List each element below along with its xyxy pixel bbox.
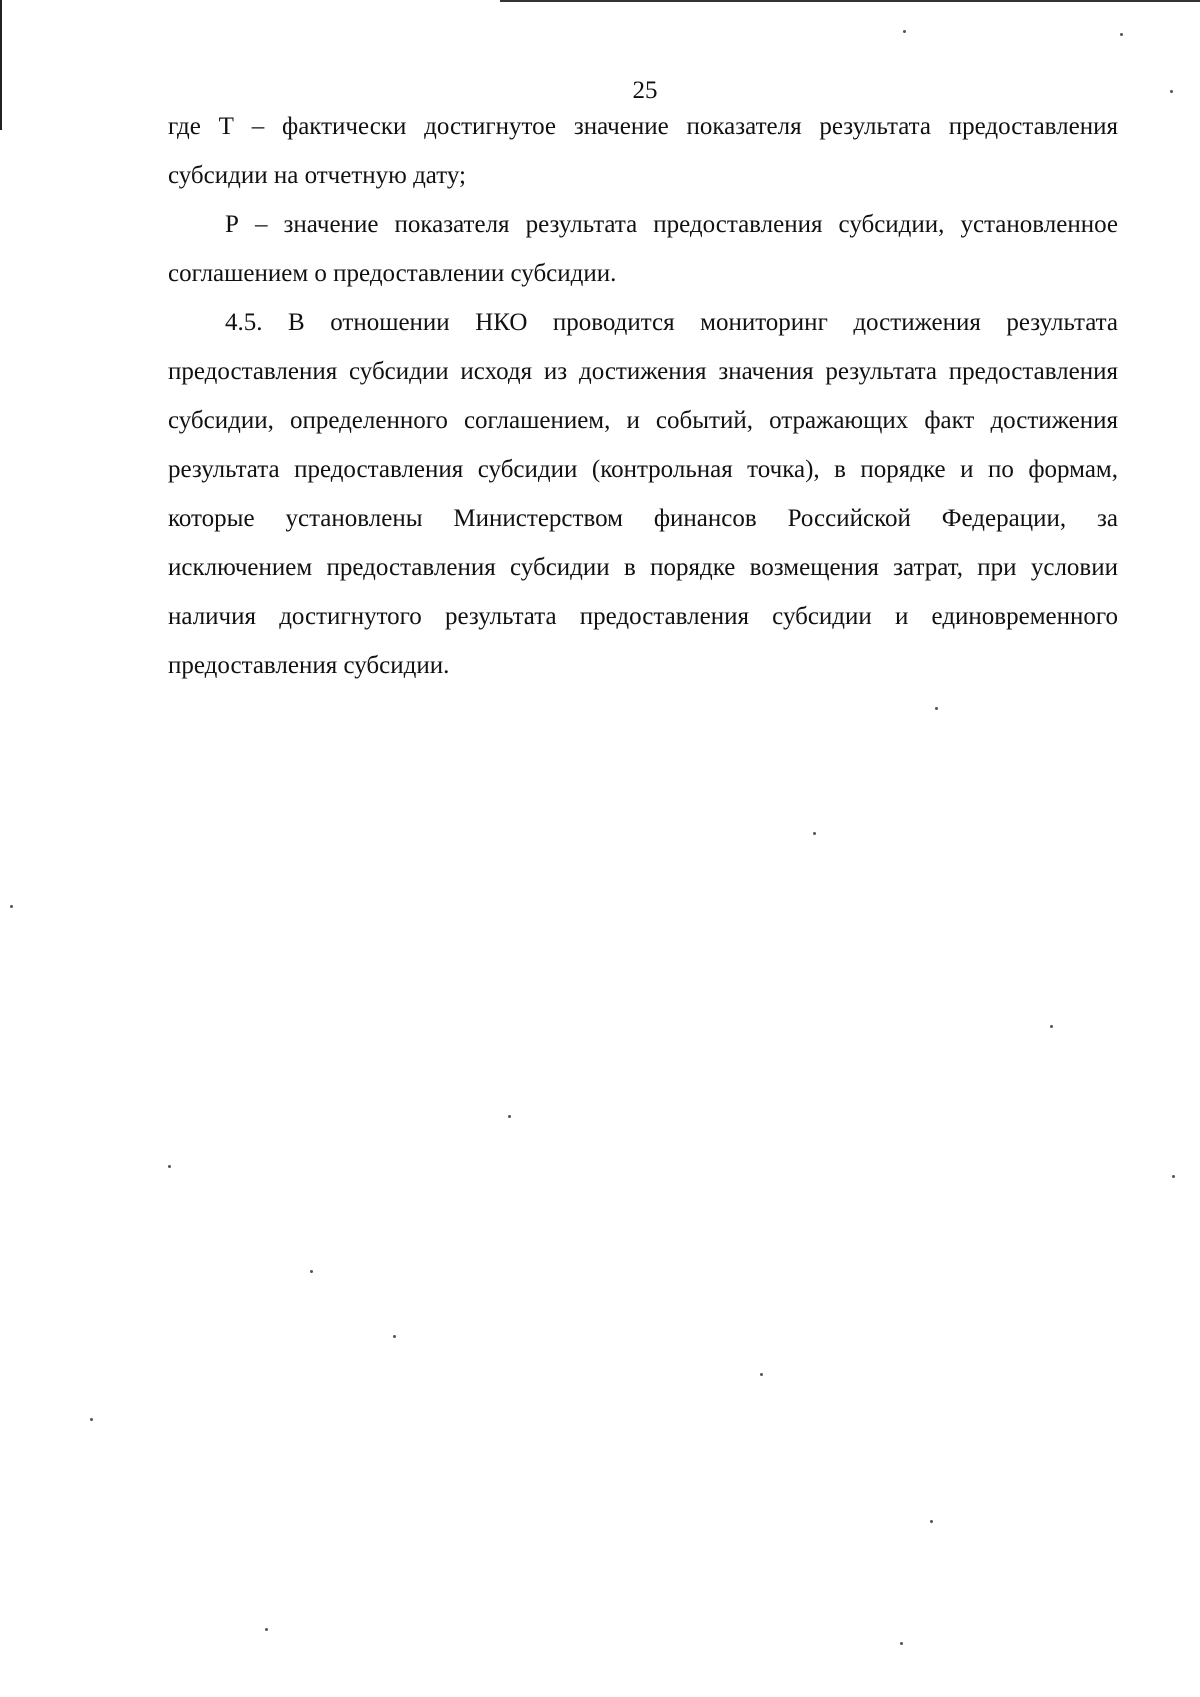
scan-speck	[310, 1270, 313, 1273]
scan-speck	[1172, 1175, 1175, 1178]
paragraph-definition-t	[168, 102, 1118, 200]
top-rule	[500, 0, 1200, 2]
scan-speck	[10, 905, 13, 908]
scan-speck	[1050, 1025, 1053, 1028]
scan-speck	[265, 1628, 268, 1631]
scan-speck	[1170, 90, 1173, 93]
scan-speck	[900, 1642, 903, 1645]
scan-speck	[168, 1165, 171, 1168]
paragraph-text: 4.5. В отношении НКО проводится мониторинг достижения результата предоставления субсидии исходя из достижения значения результата предоставления субсидии, определенного соглашением, и событий, отражающих факт достижения результата предоставления субсидии (контрольная точка), в порядке и по формам, которые установлены Министерством финансов Российской Федерации, за исключением предоставления субсидии в порядке возмещения затрат, при условии наличия достигнутого результата предоставления субсидии и единовременного предоставления субсидии.	[168, 309, 1118, 679]
scan-speck	[90, 1418, 93, 1421]
scan-speck	[1120, 33, 1123, 36]
scan-speck	[760, 1373, 763, 1376]
paragraph-text: Р – значение показателя результата предоставления субсидии, установленное соглашением о предоставлении субсидии.	[168, 211, 1118, 287]
scan-speck	[903, 30, 906, 33]
paragraph-definition-p	[168, 200, 1118, 298]
scan-speck	[935, 707, 938, 710]
paragraph-text: где Т – фактически достигнутое значение показателя результата предоставления субсидии на отчетную дату;	[168, 113, 1118, 189]
scan-speck	[813, 832, 816, 835]
scan-edge	[0, 0, 2, 130]
scan-speck	[508, 1115, 511, 1118]
page-number: 25	[632, 77, 658, 104]
scan-speck	[393, 1335, 396, 1338]
scan-speck	[930, 1520, 933, 1523]
paragraph-4-5	[168, 298, 1118, 690]
